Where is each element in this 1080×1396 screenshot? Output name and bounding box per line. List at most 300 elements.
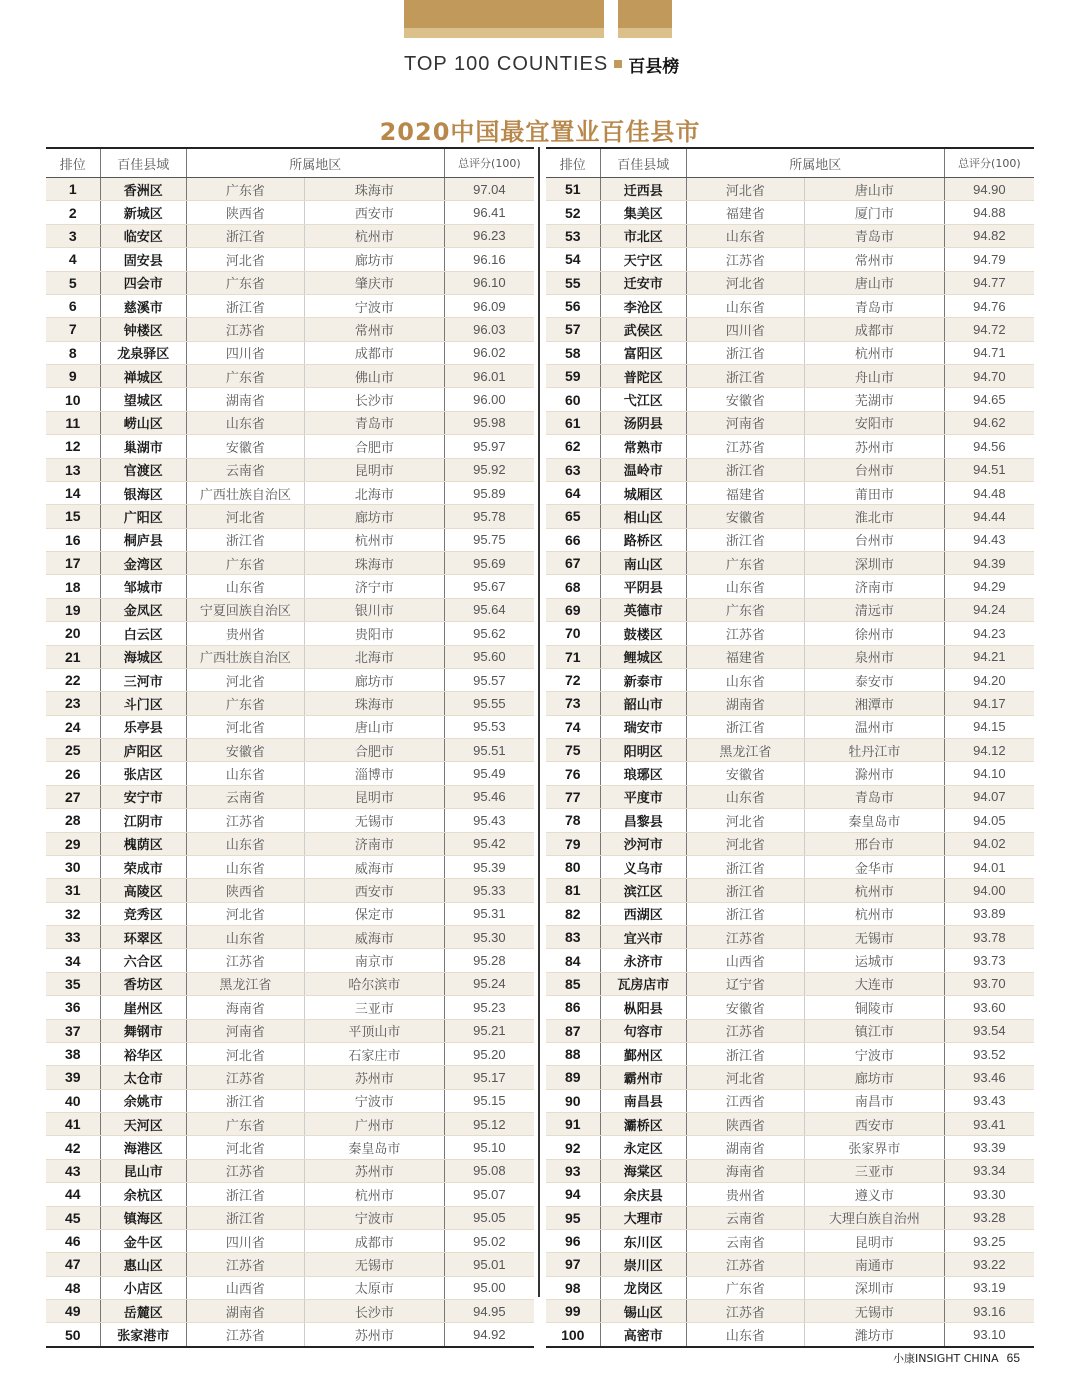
city-cell: 南昌市 bbox=[804, 1090, 944, 1112]
table-row bbox=[546, 1277, 1034, 1300]
table-row bbox=[46, 272, 534, 295]
score-cell: 95.43 bbox=[444, 809, 534, 831]
rank-cell: 2 bbox=[68, 204, 77, 221]
score-cell: 96.01 bbox=[444, 365, 534, 387]
table-row bbox=[46, 786, 534, 809]
province-cell: 浙江省 bbox=[686, 903, 804, 925]
score-cell: 95.46 bbox=[444, 786, 534, 808]
table-row bbox=[46, 1160, 534, 1183]
province-cell: 安徽省 bbox=[686, 762, 804, 784]
rank-cell: 36 bbox=[64, 999, 81, 1016]
score-cell: 94.12 bbox=[944, 739, 1034, 761]
city-cell: 北海市 bbox=[304, 646, 444, 668]
province-cell: 江苏省 bbox=[686, 926, 804, 948]
table-row bbox=[46, 1253, 534, 1276]
score-cell: 94.17 bbox=[944, 692, 1034, 714]
rank-cell: 50 bbox=[64, 1326, 81, 1343]
rank-cell: 14 bbox=[64, 485, 81, 502]
county-cell: 白云区 bbox=[100, 622, 186, 644]
table-row bbox=[46, 201, 534, 224]
county-cell: 路桥区 bbox=[600, 529, 686, 551]
table-row bbox=[546, 669, 1034, 692]
score-cell: 94.48 bbox=[944, 482, 1034, 504]
province-cell: 山东省 bbox=[186, 762, 304, 784]
score-cell: 95.78 bbox=[444, 505, 534, 527]
county-cell: 官渡区 bbox=[100, 459, 186, 481]
province-cell: 陕西省 bbox=[186, 201, 304, 223]
province-cell: 海南省 bbox=[186, 996, 304, 1018]
city-cell: 湘潭市 bbox=[804, 692, 944, 714]
city-cell: 威海市 bbox=[304, 926, 444, 948]
province-cell: 安徽省 bbox=[686, 388, 804, 410]
county-cell: 永济市 bbox=[600, 949, 686, 971]
county-cell: 环翠区 bbox=[100, 926, 186, 948]
city-cell: 济南市 bbox=[304, 833, 444, 855]
province-cell: 河北省 bbox=[686, 178, 804, 200]
table-body bbox=[46, 178, 534, 1348]
city-cell: 三亚市 bbox=[304, 996, 444, 1018]
county-cell: 崇川区 bbox=[600, 1253, 686, 1275]
county-cell: 滨江区 bbox=[600, 879, 686, 901]
rank-cell: 87 bbox=[564, 1022, 581, 1039]
rank-cell: 52 bbox=[564, 204, 581, 221]
rank-cell: 77 bbox=[564, 788, 581, 805]
score-cell: 95.75 bbox=[444, 529, 534, 551]
table-row bbox=[46, 716, 534, 739]
rank-cell: 49 bbox=[64, 1303, 81, 1320]
province-cell: 浙江省 bbox=[186, 1090, 304, 1112]
kicker-square-icon bbox=[614, 60, 622, 68]
province-cell: 山东省 bbox=[686, 575, 804, 597]
city-cell: 唐山市 bbox=[804, 178, 944, 200]
score-cell: 95.62 bbox=[444, 622, 534, 644]
table-body bbox=[546, 178, 1034, 1348]
province-cell: 河北省 bbox=[186, 1043, 304, 1065]
score-cell: 93.78 bbox=[944, 926, 1034, 948]
county-cell: 望城区 bbox=[100, 388, 186, 410]
county-cell: 市北区 bbox=[600, 225, 686, 247]
county-cell: 东川区 bbox=[600, 1230, 686, 1252]
city-cell: 贵阳市 bbox=[304, 622, 444, 644]
table-row bbox=[546, 459, 1034, 482]
county-cell: 金湾区 bbox=[100, 552, 186, 574]
rank-cell: 92 bbox=[564, 1139, 581, 1156]
province-cell: 黑龙江省 bbox=[186, 973, 304, 995]
city-cell: 牡丹江市 bbox=[804, 739, 944, 761]
rank-cell: 93 bbox=[564, 1162, 581, 1179]
table-row bbox=[546, 1090, 1034, 1113]
city-cell: 平顶山市 bbox=[304, 1020, 444, 1042]
province-cell: 福建省 bbox=[686, 201, 804, 223]
province-cell: 广西壮族自治区 bbox=[186, 646, 304, 668]
score-cell: 95.00 bbox=[444, 1277, 534, 1299]
province-cell: 安徽省 bbox=[186, 739, 304, 761]
city-cell: 宁波市 bbox=[304, 1207, 444, 1229]
header-rank: 排位 bbox=[559, 157, 586, 173]
province-cell: 浙江省 bbox=[686, 716, 804, 738]
score-cell: 94.79 bbox=[944, 248, 1034, 270]
table-row bbox=[546, 856, 1034, 879]
table-row bbox=[546, 926, 1034, 949]
county-cell: 相山区 bbox=[600, 505, 686, 527]
province-cell: 江苏省 bbox=[186, 1066, 304, 1088]
score-cell: 93.46 bbox=[944, 1066, 1034, 1088]
rank-cell: 90 bbox=[564, 1092, 581, 1109]
city-cell: 厦门市 bbox=[804, 201, 944, 223]
table-row bbox=[546, 412, 1034, 435]
city-cell: 宁波市 bbox=[304, 1090, 444, 1112]
header-name: 百佳县域 bbox=[600, 149, 686, 177]
score-cell: 93.39 bbox=[944, 1136, 1034, 1158]
province-cell: 广东省 bbox=[686, 599, 804, 621]
city-cell: 西安市 bbox=[304, 879, 444, 901]
county-cell: 余杭区 bbox=[100, 1183, 186, 1205]
city-cell: 石家庄市 bbox=[304, 1043, 444, 1065]
score-cell: 94.05 bbox=[944, 809, 1034, 831]
table-row bbox=[546, 833, 1034, 856]
province-cell: 安徽省 bbox=[686, 996, 804, 1018]
rank-cell: 83 bbox=[564, 929, 581, 946]
county-cell: 平度市 bbox=[600, 786, 686, 808]
county-cell: 巢湖市 bbox=[100, 435, 186, 457]
city-cell: 台州市 bbox=[804, 459, 944, 481]
score-cell: 94.15 bbox=[944, 716, 1034, 738]
score-cell: 95.60 bbox=[444, 646, 534, 668]
table-row bbox=[46, 1090, 534, 1113]
rank-cell: 61 bbox=[564, 414, 581, 431]
table-row bbox=[546, 201, 1034, 224]
county-cell: 天宁区 bbox=[600, 248, 686, 270]
city-cell: 无锡市 bbox=[304, 809, 444, 831]
county-cell: 钟楼区 bbox=[100, 318, 186, 340]
rank-cell: 16 bbox=[64, 531, 81, 548]
score-cell: 95.53 bbox=[444, 716, 534, 738]
province-cell: 广西壮族自治区 bbox=[186, 482, 304, 504]
province-cell: 宁夏回族自治区 bbox=[186, 599, 304, 621]
city-cell: 莆田市 bbox=[804, 482, 944, 504]
province-cell: 四川省 bbox=[186, 1230, 304, 1252]
city-cell: 昆明市 bbox=[304, 786, 444, 808]
table-row bbox=[546, 622, 1034, 645]
city-cell: 杭州市 bbox=[304, 225, 444, 247]
county-cell: 荣成市 bbox=[100, 856, 186, 878]
table-row bbox=[546, 646, 1034, 669]
province-cell: 福建省 bbox=[686, 646, 804, 668]
city-cell: 清远市 bbox=[804, 599, 944, 621]
county-cell: 小店区 bbox=[100, 1277, 186, 1299]
province-cell: 河北省 bbox=[686, 809, 804, 831]
city-cell: 太原市 bbox=[304, 1277, 444, 1299]
score-cell: 94.70 bbox=[944, 365, 1034, 387]
province-cell: 河北省 bbox=[686, 1066, 804, 1088]
province-cell: 江苏省 bbox=[686, 248, 804, 270]
table-row bbox=[46, 739, 534, 762]
rank-cell: 30 bbox=[64, 859, 81, 876]
county-cell: 乐亭县 bbox=[100, 716, 186, 738]
score-cell: 95.67 bbox=[444, 575, 534, 597]
table-row bbox=[46, 926, 534, 949]
table-row bbox=[546, 529, 1034, 552]
county-cell: 三河市 bbox=[100, 669, 186, 691]
province-cell: 安徽省 bbox=[686, 505, 804, 527]
table-row bbox=[46, 833, 534, 856]
province-cell: 江苏省 bbox=[686, 1253, 804, 1275]
rank-cell: 65 bbox=[564, 508, 581, 525]
city-cell: 徐州市 bbox=[804, 622, 944, 644]
score-cell: 95.33 bbox=[444, 879, 534, 901]
score-cell: 95.42 bbox=[444, 833, 534, 855]
county-cell: 金凤区 bbox=[100, 599, 186, 621]
rank-cell: 94 bbox=[564, 1186, 581, 1203]
rank-cell: 37 bbox=[64, 1022, 81, 1039]
city-cell: 无锡市 bbox=[804, 926, 944, 948]
city-cell: 运城市 bbox=[804, 949, 944, 971]
province-cell: 广东省 bbox=[186, 272, 304, 294]
score-cell: 94.51 bbox=[944, 459, 1034, 481]
city-cell: 遵义市 bbox=[804, 1183, 944, 1205]
table-row bbox=[46, 1277, 534, 1300]
table-row bbox=[46, 388, 534, 411]
province-cell: 黑龙江省 bbox=[686, 739, 804, 761]
header-name: 百佳县域 bbox=[100, 149, 186, 177]
province-cell: 浙江省 bbox=[186, 1207, 304, 1229]
kicker-english: TOP 100 COUNTIES bbox=[404, 52, 609, 75]
table-row bbox=[46, 365, 534, 388]
table-row bbox=[546, 1020, 1034, 1043]
section-kicker bbox=[404, 52, 679, 76]
rank-cell: 68 bbox=[564, 578, 581, 595]
table-row bbox=[46, 1323, 534, 1347]
score-cell: 94.77 bbox=[944, 272, 1034, 294]
city-cell: 济宁市 bbox=[304, 575, 444, 597]
rank-cell: 58 bbox=[564, 344, 581, 361]
score-cell: 95.31 bbox=[444, 903, 534, 925]
rank-cell: 3 bbox=[68, 227, 77, 244]
table-row bbox=[546, 552, 1034, 575]
table-row bbox=[546, 272, 1034, 295]
county-cell: 临安区 bbox=[100, 225, 186, 247]
score-cell: 95.30 bbox=[444, 926, 534, 948]
city-cell: 苏州市 bbox=[804, 435, 944, 457]
county-cell: 香洲区 bbox=[100, 178, 186, 200]
score-cell: 93.60 bbox=[944, 996, 1034, 1018]
rank-cell: 44 bbox=[64, 1186, 81, 1203]
city-cell: 大理白族自治州 bbox=[804, 1207, 944, 1229]
rank-cell: 67 bbox=[564, 555, 581, 572]
county-cell: 常熟市 bbox=[600, 435, 686, 457]
table-row bbox=[46, 996, 534, 1019]
city-cell: 温州市 bbox=[804, 716, 944, 738]
score-cell: 96.09 bbox=[444, 295, 534, 317]
rank-cell: 72 bbox=[564, 672, 581, 689]
score-cell: 95.10 bbox=[444, 1136, 534, 1158]
table-row bbox=[46, 669, 534, 692]
table-row bbox=[546, 482, 1034, 505]
county-cell: 昌黎县 bbox=[600, 809, 686, 831]
score-cell: 94.24 bbox=[944, 599, 1034, 621]
rank-cell: 70 bbox=[564, 625, 581, 642]
table-row bbox=[546, 1136, 1034, 1159]
table-row bbox=[546, 248, 1034, 271]
county-cell: 四会市 bbox=[100, 272, 186, 294]
score-cell: 95.20 bbox=[444, 1043, 534, 1065]
table-row bbox=[546, 365, 1034, 388]
rank-cell: 33 bbox=[64, 929, 81, 946]
score-cell: 93.28 bbox=[944, 1207, 1034, 1229]
city-cell: 成都市 bbox=[304, 342, 444, 364]
city-cell: 西安市 bbox=[304, 201, 444, 223]
city-cell: 淮北市 bbox=[804, 505, 944, 527]
score-cell: 94.56 bbox=[944, 435, 1034, 457]
county-cell: 太仓市 bbox=[100, 1066, 186, 1088]
province-cell: 山东省 bbox=[686, 669, 804, 691]
city-cell: 珠海市 bbox=[304, 692, 444, 714]
score-cell: 94.07 bbox=[944, 786, 1034, 808]
province-cell: 河南省 bbox=[186, 1020, 304, 1042]
province-cell: 浙江省 bbox=[686, 529, 804, 551]
rank-cell: 47 bbox=[64, 1256, 81, 1273]
rank-cell: 43 bbox=[64, 1162, 81, 1179]
county-cell: 裕华区 bbox=[100, 1043, 186, 1065]
city-cell: 广州市 bbox=[304, 1113, 444, 1135]
score-cell: 94.82 bbox=[944, 225, 1034, 247]
rank-cell: 34 bbox=[64, 952, 81, 969]
county-cell: 霸州市 bbox=[600, 1066, 686, 1088]
province-cell: 陕西省 bbox=[186, 879, 304, 901]
score-cell: 94.44 bbox=[944, 505, 1034, 527]
score-cell: 93.41 bbox=[944, 1113, 1034, 1135]
city-cell: 无锡市 bbox=[304, 1253, 444, 1275]
score-cell: 95.28 bbox=[444, 949, 534, 971]
score-cell: 96.23 bbox=[444, 225, 534, 247]
table-row bbox=[546, 1066, 1034, 1089]
score-cell: 95.39 bbox=[444, 856, 534, 878]
score-cell: 95.92 bbox=[444, 459, 534, 481]
table-row bbox=[546, 342, 1034, 365]
score-cell: 93.25 bbox=[944, 1230, 1034, 1252]
county-cell: 崂山区 bbox=[100, 412, 186, 434]
city-cell: 长沙市 bbox=[304, 1300, 444, 1322]
table-row bbox=[46, 1300, 534, 1323]
table-row bbox=[546, 1230, 1034, 1253]
score-cell: 96.02 bbox=[444, 342, 534, 364]
rank-cell: 63 bbox=[564, 461, 581, 478]
table-row bbox=[546, 388, 1034, 411]
county-cell: 大理市 bbox=[600, 1207, 686, 1229]
province-cell: 辽宁省 bbox=[686, 973, 804, 995]
table-row bbox=[546, 809, 1034, 832]
rank-cell: 23 bbox=[64, 695, 81, 712]
county-cell: 余姚市 bbox=[100, 1090, 186, 1112]
county-cell: 新泰市 bbox=[600, 669, 686, 691]
rank-cell: 27 bbox=[64, 788, 81, 805]
province-cell: 山东省 bbox=[686, 295, 804, 317]
score-cell: 94.95 bbox=[444, 1300, 534, 1322]
county-cell: 灞桥区 bbox=[600, 1113, 686, 1135]
county-cell: 海棠区 bbox=[600, 1160, 686, 1182]
rank-cell: 25 bbox=[64, 742, 81, 759]
county-cell: 海城区 bbox=[100, 646, 186, 668]
rank-cell: 18 bbox=[64, 578, 81, 595]
province-cell: 浙江省 bbox=[686, 879, 804, 901]
county-cell: 南昌县 bbox=[600, 1090, 686, 1112]
city-cell: 宁波市 bbox=[804, 1043, 944, 1065]
table-row bbox=[46, 949, 534, 972]
rank-cell: 85 bbox=[564, 975, 581, 992]
score-cell: 94.01 bbox=[944, 856, 1034, 878]
table-row bbox=[46, 1113, 534, 1136]
score-cell: 95.24 bbox=[444, 973, 534, 995]
county-cell: 昆山市 bbox=[100, 1160, 186, 1182]
rank-cell: 8 bbox=[68, 344, 77, 361]
header-score: 总评分(100) bbox=[444, 149, 534, 177]
score-cell: 93.34 bbox=[944, 1160, 1034, 1182]
column-divider bbox=[538, 147, 540, 1297]
rank-cell: 84 bbox=[564, 952, 581, 969]
rank-cell: 99 bbox=[564, 1303, 581, 1320]
city-cell: 南京市 bbox=[304, 949, 444, 971]
province-cell: 山东省 bbox=[186, 926, 304, 948]
city-cell: 佛山市 bbox=[304, 365, 444, 387]
kicker-chinese: 百县榜 bbox=[628, 56, 680, 77]
province-cell: 广东省 bbox=[686, 1277, 804, 1299]
county-cell: 龙泉驿区 bbox=[100, 342, 186, 364]
rank-cell: 62 bbox=[564, 438, 581, 455]
rank-cell: 40 bbox=[64, 1092, 81, 1109]
rank-cell: 89 bbox=[564, 1069, 581, 1086]
table-row bbox=[546, 716, 1034, 739]
county-cell: 香坊区 bbox=[100, 973, 186, 995]
province-cell: 浙江省 bbox=[186, 295, 304, 317]
county-cell: 桐庐县 bbox=[100, 529, 186, 551]
province-cell: 浙江省 bbox=[686, 1043, 804, 1065]
province-cell: 山东省 bbox=[686, 225, 804, 247]
city-cell: 保定市 bbox=[304, 903, 444, 925]
rank-cell: 13 bbox=[64, 461, 81, 478]
score-cell: 93.19 bbox=[944, 1277, 1034, 1299]
province-cell: 江苏省 bbox=[686, 1300, 804, 1322]
rank-cell: 97 bbox=[564, 1256, 581, 1273]
province-cell: 江苏省 bbox=[686, 622, 804, 644]
city-cell: 芜湖市 bbox=[804, 388, 944, 410]
table-row bbox=[46, 1136, 534, 1159]
score-cell: 93.16 bbox=[944, 1300, 1034, 1322]
county-cell: 邹城市 bbox=[100, 575, 186, 597]
province-cell: 江苏省 bbox=[686, 1020, 804, 1042]
rank-cell: 11 bbox=[65, 414, 81, 431]
table-row bbox=[46, 762, 534, 785]
score-cell: 95.89 bbox=[444, 482, 534, 504]
province-cell: 江苏省 bbox=[686, 435, 804, 457]
province-cell: 广东省 bbox=[186, 692, 304, 714]
province-cell: 山东省 bbox=[686, 786, 804, 808]
score-cell: 94.71 bbox=[944, 342, 1034, 364]
table-row bbox=[46, 1020, 534, 1043]
province-cell: 广东省 bbox=[186, 552, 304, 574]
city-cell: 深圳市 bbox=[804, 1277, 944, 1299]
rank-cell: 5 bbox=[68, 274, 77, 291]
rank-cell: 48 bbox=[64, 1279, 81, 1296]
county-cell: 琅琊区 bbox=[600, 762, 686, 784]
page-title: 2020中国最宜置业百佳县市 bbox=[379, 118, 701, 146]
county-cell: 余庆县 bbox=[600, 1183, 686, 1205]
score-cell: 95.98 bbox=[444, 412, 534, 434]
score-cell: 95.17 bbox=[444, 1066, 534, 1088]
score-cell: 95.55 bbox=[444, 692, 534, 714]
score-cell: 94.88 bbox=[944, 201, 1034, 223]
table-row bbox=[46, 856, 534, 879]
table-row bbox=[46, 318, 534, 341]
